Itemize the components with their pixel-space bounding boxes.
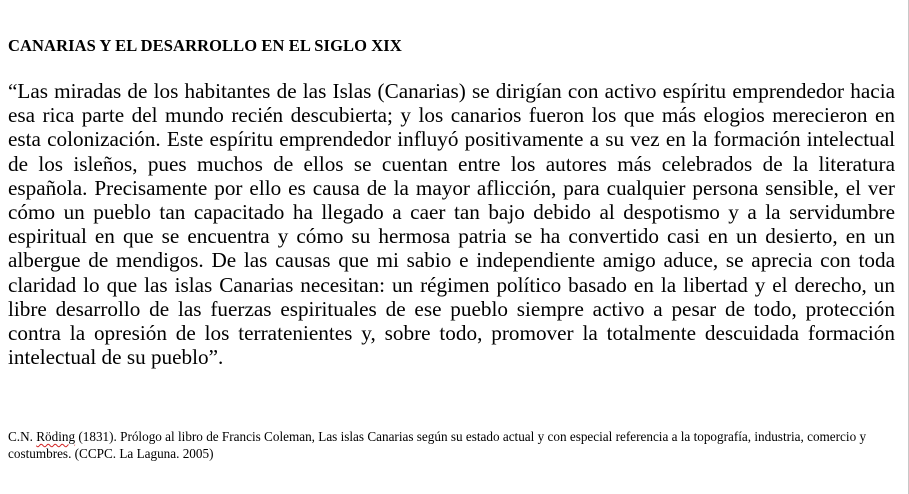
document-title: CANARIAS Y EL DESARROLLO EN EL SIGLO XIX [8,36,402,55]
citation-author-prefix: C.N. [8,429,37,444]
citation-author-name: Röding [36,429,76,444]
citation [8,428,898,462]
citation-text: (1831). Prólogo al libro de Francis Coleman, Las islas Canarias según su estado actual y con especial referencia a la topografía, industria, comercio y costumbres. (CCPC. La Laguna. 2005) [8,429,867,461]
quote-paragraph: “Las miradas de los habitantes de las Islas (Canarias) se dirigían con activo espíritu emprendedor hacia esa rica parte del mundo recién descubierta; y los canarios fueron los que más elogios merecieron en esta colonización. Este espíritu emprendedor influyó positivamente a su vez en la formación intelectual de los isleños, pues muchos de ellos se cuentan entre los autores más celebrados de la literatura española. Precisamente por ello es causa de la mayor aflicción, para cualquier persona sensible, el ver cómo un pueblo tan capacitado ha llegado a caer tan bajo debido al despotismo y a la servidumbre espiritual en que se encuentra y cómo su hermosa patria se ha convertido casi en un desierto, en un albergue de mendigos. De las causas que mi sabio e independiente amigo aduce, se aprecia con toda claridad lo que las islas Canarias necesitan: un régimen político basado en la libertad y el derecho, un libre desarrollo de las fuerzas espirituales de ese pueblo siempre activo a pesar de todo, protección contra la opresión de los terratenientes y, sobre todo, promover la totalmente descuidada formación intelectual de su pueblo”. [8,79,895,370]
